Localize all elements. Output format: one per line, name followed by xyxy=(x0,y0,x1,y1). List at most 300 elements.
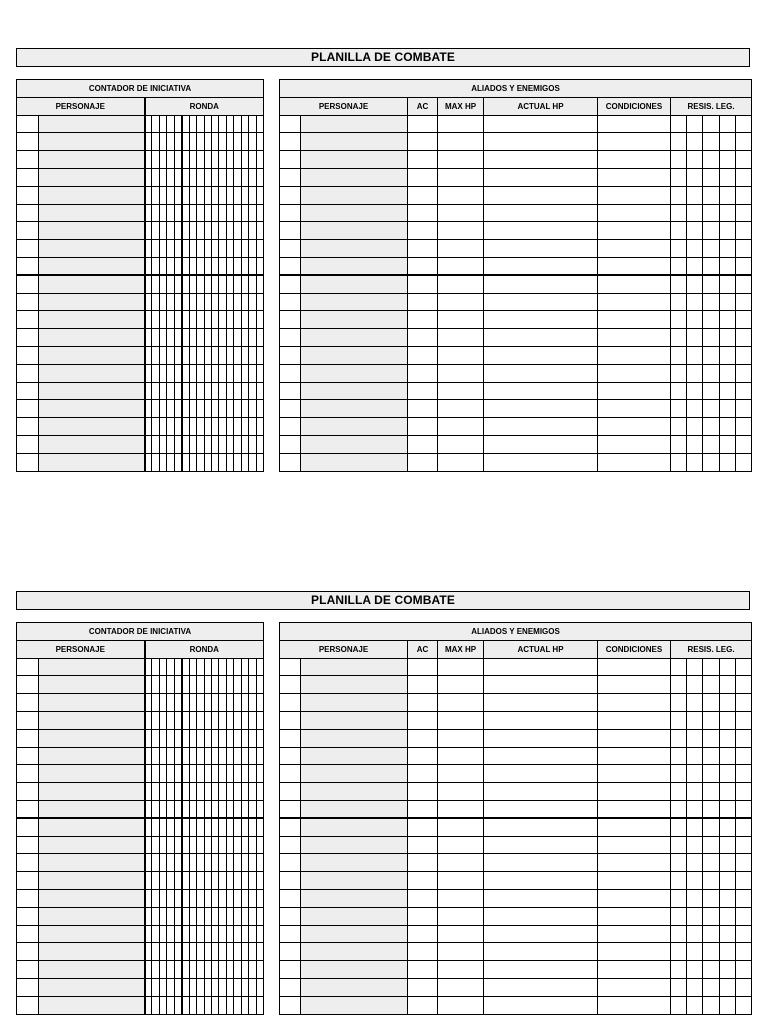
legendary-resistance-cell[interactable] xyxy=(703,765,720,783)
legendary-resistance-cell[interactable] xyxy=(736,257,752,275)
initiative-character-cell[interactable] xyxy=(39,765,145,783)
round-check-cell[interactable] xyxy=(167,996,174,1014)
round-check-cell[interactable] xyxy=(219,978,226,996)
round-check-cell[interactable] xyxy=(174,257,181,275)
allies-character-cell[interactable] xyxy=(301,783,408,801)
legendary-resistance-cell[interactable] xyxy=(687,854,703,872)
legendary-resistance-cell[interactable] xyxy=(687,729,703,747)
initiative-character-cell[interactable] xyxy=(39,204,145,222)
round-check-cell[interactable] xyxy=(197,747,204,765)
round-check-cell[interactable] xyxy=(249,978,256,996)
allies-ac-cell[interactable] xyxy=(408,961,438,979)
allies-max-hp-cell[interactable] xyxy=(438,115,484,133)
allies-index-cell[interactable] xyxy=(280,765,301,783)
legendary-resistance-cell[interactable] xyxy=(671,907,687,925)
round-check-cell[interactable] xyxy=(189,961,196,979)
allies-ac-cell[interactable] xyxy=(408,676,438,694)
round-check-cell[interactable] xyxy=(234,711,241,729)
round-check-cell[interactable] xyxy=(234,978,241,996)
initiative-character-cell[interactable] xyxy=(39,257,145,275)
round-check-cell[interactable] xyxy=(189,186,196,204)
legendary-resistance-cell[interactable] xyxy=(671,115,687,133)
round-check-cell[interactable] xyxy=(197,275,204,293)
initiative-character-cell[interactable] xyxy=(39,818,145,836)
round-check-cell[interactable] xyxy=(145,747,152,765)
legendary-resistance-cell[interactable] xyxy=(703,364,720,382)
round-check-cell[interactable] xyxy=(145,872,152,890)
round-check-cell[interactable] xyxy=(204,711,211,729)
round-check-cell[interactable] xyxy=(226,257,233,275)
allies-conditions-cell[interactable] xyxy=(598,346,671,364)
round-check-cell[interactable] xyxy=(204,204,211,222)
allies-conditions-cell[interactable] xyxy=(598,889,671,907)
round-check-cell[interactable] xyxy=(234,818,241,836)
legendary-resistance-cell[interactable] xyxy=(736,346,752,364)
legendary-resistance-cell[interactable] xyxy=(720,836,736,854)
round-check-cell[interactable] xyxy=(167,204,174,222)
allies-character-cell[interactable] xyxy=(301,765,408,783)
legendary-resistance-cell[interactable] xyxy=(671,925,687,943)
legendary-resistance-cell[interactable] xyxy=(720,311,736,329)
legendary-resistance-cell[interactable] xyxy=(736,186,752,204)
legendary-resistance-cell[interactable] xyxy=(671,364,687,382)
initiative-order-cell[interactable] xyxy=(17,346,39,364)
round-check-cell[interactable] xyxy=(159,907,166,925)
legendary-resistance-cell[interactable] xyxy=(720,818,736,836)
round-check-cell[interactable] xyxy=(241,186,248,204)
legendary-resistance-cell[interactable] xyxy=(736,836,752,854)
allies-conditions-cell[interactable] xyxy=(598,168,671,186)
round-check-cell[interactable] xyxy=(219,168,226,186)
round-check-cell[interactable] xyxy=(249,872,256,890)
round-check-cell[interactable] xyxy=(182,133,189,151)
allies-max-hp-cell[interactable] xyxy=(438,818,484,836)
round-check-cell[interactable] xyxy=(226,943,233,961)
round-check-cell[interactable] xyxy=(167,658,174,676)
legendary-resistance-cell[interactable] xyxy=(703,222,720,240)
legendary-resistance-cell[interactable] xyxy=(736,925,752,943)
allies-character-cell[interactable] xyxy=(301,889,408,907)
round-check-cell[interactable] xyxy=(234,907,241,925)
round-check-cell[interactable] xyxy=(249,382,256,400)
legendary-resistance-cell[interactable] xyxy=(736,364,752,382)
allies-index-cell[interactable] xyxy=(280,311,301,329)
allies-ac-cell[interactable] xyxy=(408,694,438,712)
round-check-cell[interactable] xyxy=(204,854,211,872)
initiative-order-cell[interactable] xyxy=(17,151,39,169)
legendary-resistance-cell[interactable] xyxy=(720,151,736,169)
round-check-cell[interactable] xyxy=(182,329,189,347)
round-check-cell[interactable] xyxy=(167,765,174,783)
round-check-cell[interactable] xyxy=(241,364,248,382)
round-check-cell[interactable] xyxy=(159,729,166,747)
round-check-cell[interactable] xyxy=(241,943,248,961)
initiative-character-cell[interactable] xyxy=(39,961,145,979)
round-check-cell[interactable] xyxy=(211,854,218,872)
allies-conditions-cell[interactable] xyxy=(598,765,671,783)
allies-index-cell[interactable] xyxy=(280,783,301,801)
allies-character-cell[interactable] xyxy=(301,729,408,747)
round-check-cell[interactable] xyxy=(152,978,159,996)
round-check-cell[interactable] xyxy=(167,711,174,729)
allies-conditions-cell[interactable] xyxy=(598,943,671,961)
round-check-cell[interactable] xyxy=(256,978,263,996)
round-check-cell[interactable] xyxy=(145,133,152,151)
round-check-cell[interactable] xyxy=(174,711,181,729)
round-check-cell[interactable] xyxy=(189,765,196,783)
round-check-cell[interactable] xyxy=(145,658,152,676)
legendary-resistance-cell[interactable] xyxy=(736,222,752,240)
legendary-resistance-cell[interactable] xyxy=(736,872,752,890)
round-check-cell[interactable] xyxy=(241,382,248,400)
allies-character-cell[interactable] xyxy=(301,168,408,186)
round-check-cell[interactable] xyxy=(241,275,248,293)
round-check-cell[interactable] xyxy=(219,329,226,347)
allies-conditions-cell[interactable] xyxy=(598,364,671,382)
round-check-cell[interactable] xyxy=(182,186,189,204)
round-check-cell[interactable] xyxy=(152,204,159,222)
allies-character-cell[interactable] xyxy=(301,676,408,694)
round-check-cell[interactable] xyxy=(211,275,218,293)
round-check-cell[interactable] xyxy=(167,907,174,925)
round-check-cell[interactable] xyxy=(159,694,166,712)
round-check-cell[interactable] xyxy=(159,765,166,783)
round-check-cell[interactable] xyxy=(159,943,166,961)
legendary-resistance-cell[interactable] xyxy=(671,382,687,400)
round-check-cell[interactable] xyxy=(145,418,152,436)
round-check-cell[interactable] xyxy=(159,658,166,676)
round-check-cell[interactable] xyxy=(226,435,233,453)
round-check-cell[interactable] xyxy=(256,435,263,453)
round-check-cell[interactable] xyxy=(211,204,218,222)
round-check-cell[interactable] xyxy=(174,800,181,818)
allies-ac-cell[interactable] xyxy=(408,311,438,329)
allies-ac-cell[interactable] xyxy=(408,818,438,836)
round-check-cell[interactable] xyxy=(182,711,189,729)
legendary-resistance-cell[interactable] xyxy=(687,364,703,382)
round-check-cell[interactable] xyxy=(219,800,226,818)
round-check-cell[interactable] xyxy=(167,729,174,747)
round-check-cell[interactable] xyxy=(234,943,241,961)
round-check-cell[interactable] xyxy=(189,418,196,436)
round-check-cell[interactable] xyxy=(182,961,189,979)
round-check-cell[interactable] xyxy=(219,711,226,729)
legendary-resistance-cell[interactable] xyxy=(720,364,736,382)
round-check-cell[interactable] xyxy=(204,364,211,382)
legendary-resistance-cell[interactable] xyxy=(703,418,720,436)
allies-character-cell[interactable] xyxy=(301,222,408,240)
allies-character-cell[interactable] xyxy=(301,658,408,676)
round-check-cell[interactable] xyxy=(226,996,233,1014)
legendary-resistance-cell[interactable] xyxy=(687,204,703,222)
initiative-order-cell[interactable] xyxy=(17,240,39,258)
round-check-cell[interactable] xyxy=(174,783,181,801)
round-check-cell[interactable] xyxy=(152,151,159,169)
legendary-resistance-cell[interactable] xyxy=(703,257,720,275)
allies-ac-cell[interactable] xyxy=(408,800,438,818)
allies-conditions-cell[interactable] xyxy=(598,186,671,204)
round-check-cell[interactable] xyxy=(189,800,196,818)
allies-actual-hp-cell[interactable] xyxy=(484,435,598,453)
round-check-cell[interactable] xyxy=(226,115,233,133)
allies-actual-hp-cell[interactable] xyxy=(484,800,598,818)
allies-conditions-cell[interactable] xyxy=(598,907,671,925)
round-check-cell[interactable] xyxy=(159,453,166,471)
round-check-cell[interactable] xyxy=(159,329,166,347)
round-check-cell[interactable] xyxy=(152,872,159,890)
initiative-order-cell[interactable] xyxy=(17,961,39,979)
round-check-cell[interactable] xyxy=(145,889,152,907)
round-check-cell[interactable] xyxy=(189,151,196,169)
legendary-resistance-cell[interactable] xyxy=(720,293,736,311)
round-check-cell[interactable] xyxy=(167,676,174,694)
round-check-cell[interactable] xyxy=(145,400,152,418)
round-check-cell[interactable] xyxy=(167,435,174,453)
allies-character-cell[interactable] xyxy=(301,364,408,382)
allies-index-cell[interactable] xyxy=(280,382,301,400)
round-check-cell[interactable] xyxy=(226,783,233,801)
legendary-resistance-cell[interactable] xyxy=(736,907,752,925)
round-check-cell[interactable] xyxy=(152,765,159,783)
allies-actual-hp-cell[interactable] xyxy=(484,978,598,996)
legendary-resistance-cell[interactable] xyxy=(720,346,736,364)
round-check-cell[interactable] xyxy=(167,400,174,418)
round-check-cell[interactable] xyxy=(189,346,196,364)
initiative-character-cell[interactable] xyxy=(39,346,145,364)
round-check-cell[interactable] xyxy=(159,854,166,872)
allies-max-hp-cell[interactable] xyxy=(438,133,484,151)
round-check-cell[interactable] xyxy=(189,400,196,418)
allies-character-cell[interactable] xyxy=(301,204,408,222)
legendary-resistance-cell[interactable] xyxy=(687,293,703,311)
round-check-cell[interactable] xyxy=(226,329,233,347)
round-check-cell[interactable] xyxy=(256,257,263,275)
allies-index-cell[interactable] xyxy=(280,872,301,890)
round-check-cell[interactable] xyxy=(152,293,159,311)
round-check-cell[interactable] xyxy=(249,240,256,258)
legendary-resistance-cell[interactable] xyxy=(736,765,752,783)
round-check-cell[interactable] xyxy=(234,186,241,204)
round-check-cell[interactable] xyxy=(226,400,233,418)
round-check-cell[interactable] xyxy=(182,800,189,818)
allies-conditions-cell[interactable] xyxy=(598,204,671,222)
round-check-cell[interactable] xyxy=(226,186,233,204)
round-check-cell[interactable] xyxy=(197,783,204,801)
round-check-cell[interactable] xyxy=(197,925,204,943)
round-check-cell[interactable] xyxy=(197,836,204,854)
legendary-resistance-cell[interactable] xyxy=(720,676,736,694)
initiative-character-cell[interactable] xyxy=(39,418,145,436)
round-check-cell[interactable] xyxy=(211,729,218,747)
legendary-resistance-cell[interactable] xyxy=(703,293,720,311)
round-check-cell[interactable] xyxy=(152,311,159,329)
initiative-order-cell[interactable] xyxy=(17,765,39,783)
round-check-cell[interactable] xyxy=(211,115,218,133)
allies-conditions-cell[interactable] xyxy=(598,329,671,347)
round-check-cell[interactable] xyxy=(159,978,166,996)
round-check-cell[interactable] xyxy=(152,257,159,275)
initiative-character-cell[interactable] xyxy=(39,329,145,347)
allies-max-hp-cell[interactable] xyxy=(438,943,484,961)
allies-max-hp-cell[interactable] xyxy=(438,382,484,400)
round-check-cell[interactable] xyxy=(204,400,211,418)
round-check-cell[interactable] xyxy=(182,240,189,258)
round-check-cell[interactable] xyxy=(234,222,241,240)
round-check-cell[interactable] xyxy=(234,382,241,400)
round-check-cell[interactable] xyxy=(145,222,152,240)
round-check-cell[interactable] xyxy=(174,765,181,783)
allies-ac-cell[interactable] xyxy=(408,658,438,676)
round-check-cell[interactable] xyxy=(256,747,263,765)
round-check-cell[interactable] xyxy=(182,872,189,890)
round-check-cell[interactable] xyxy=(234,925,241,943)
round-check-cell[interactable] xyxy=(152,943,159,961)
round-check-cell[interactable] xyxy=(174,854,181,872)
allies-conditions-cell[interactable] xyxy=(598,747,671,765)
legendary-resistance-cell[interactable] xyxy=(720,961,736,979)
allies-character-cell[interactable] xyxy=(301,115,408,133)
round-check-cell[interactable] xyxy=(211,658,218,676)
allies-index-cell[interactable] xyxy=(280,222,301,240)
allies-max-hp-cell[interactable] xyxy=(438,400,484,418)
legendary-resistance-cell[interactable] xyxy=(703,311,720,329)
round-check-cell[interactable] xyxy=(167,747,174,765)
round-check-cell[interactable] xyxy=(234,240,241,258)
round-check-cell[interactable] xyxy=(226,151,233,169)
legendary-resistance-cell[interactable] xyxy=(736,818,752,836)
initiative-order-cell[interactable] xyxy=(17,418,39,436)
legendary-resistance-cell[interactable] xyxy=(687,658,703,676)
legendary-resistance-cell[interactable] xyxy=(687,435,703,453)
round-check-cell[interactable] xyxy=(226,293,233,311)
round-check-cell[interactable] xyxy=(182,925,189,943)
allies-character-cell[interactable] xyxy=(301,943,408,961)
legendary-resistance-cell[interactable] xyxy=(671,747,687,765)
initiative-order-cell[interactable] xyxy=(17,907,39,925)
allies-ac-cell[interactable] xyxy=(408,907,438,925)
allies-ac-cell[interactable] xyxy=(408,204,438,222)
round-check-cell[interactable] xyxy=(241,872,248,890)
round-check-cell[interactable] xyxy=(226,311,233,329)
legendary-resistance-cell[interactable] xyxy=(703,453,720,471)
legendary-resistance-cell[interactable] xyxy=(687,925,703,943)
allies-actual-hp-cell[interactable] xyxy=(484,151,598,169)
allies-actual-hp-cell[interactable] xyxy=(484,872,598,890)
round-check-cell[interactable] xyxy=(226,382,233,400)
round-check-cell[interactable] xyxy=(226,346,233,364)
legendary-resistance-cell[interactable] xyxy=(671,257,687,275)
allies-index-cell[interactable] xyxy=(280,978,301,996)
round-check-cell[interactable] xyxy=(241,658,248,676)
allies-character-cell[interactable] xyxy=(301,418,408,436)
round-check-cell[interactable] xyxy=(189,978,196,996)
round-check-cell[interactable] xyxy=(226,836,233,854)
legendary-resistance-cell[interactable] xyxy=(687,978,703,996)
round-check-cell[interactable] xyxy=(197,907,204,925)
legendary-resistance-cell[interactable] xyxy=(720,204,736,222)
round-check-cell[interactable] xyxy=(211,943,218,961)
allies-conditions-cell[interactable] xyxy=(598,151,671,169)
round-check-cell[interactable] xyxy=(152,996,159,1014)
round-check-cell[interactable] xyxy=(204,293,211,311)
round-check-cell[interactable] xyxy=(182,694,189,712)
round-check-cell[interactable] xyxy=(159,346,166,364)
allies-character-cell[interactable] xyxy=(301,978,408,996)
allies-actual-hp-cell[interactable] xyxy=(484,747,598,765)
round-check-cell[interactable] xyxy=(145,765,152,783)
round-check-cell[interactable] xyxy=(197,729,204,747)
round-check-cell[interactable] xyxy=(159,435,166,453)
legendary-resistance-cell[interactable] xyxy=(671,711,687,729)
round-check-cell[interactable] xyxy=(182,747,189,765)
round-check-cell[interactable] xyxy=(204,783,211,801)
initiative-character-cell[interactable] xyxy=(39,800,145,818)
legendary-resistance-cell[interactable] xyxy=(671,818,687,836)
round-check-cell[interactable] xyxy=(174,676,181,694)
legendary-resistance-cell[interactable] xyxy=(671,978,687,996)
round-check-cell[interactable] xyxy=(145,729,152,747)
round-check-cell[interactable] xyxy=(197,418,204,436)
round-check-cell[interactable] xyxy=(249,418,256,436)
allies-max-hp-cell[interactable] xyxy=(438,676,484,694)
legendary-resistance-cell[interactable] xyxy=(720,240,736,258)
allies-max-hp-cell[interactable] xyxy=(438,854,484,872)
legendary-resistance-cell[interactable] xyxy=(671,872,687,890)
allies-character-cell[interactable] xyxy=(301,907,408,925)
round-check-cell[interactable] xyxy=(219,293,226,311)
legendary-resistance-cell[interactable] xyxy=(720,729,736,747)
allies-max-hp-cell[interactable] xyxy=(438,435,484,453)
round-check-cell[interactable] xyxy=(145,329,152,347)
allies-max-hp-cell[interactable] xyxy=(438,889,484,907)
round-check-cell[interactable] xyxy=(226,658,233,676)
initiative-character-cell[interactable] xyxy=(39,854,145,872)
round-check-cell[interactable] xyxy=(152,658,159,676)
round-check-cell[interactable] xyxy=(174,943,181,961)
legendary-resistance-cell[interactable] xyxy=(671,435,687,453)
allies-index-cell[interactable] xyxy=(280,168,301,186)
round-check-cell[interactable] xyxy=(182,453,189,471)
round-check-cell[interactable] xyxy=(204,151,211,169)
round-check-cell[interactable] xyxy=(226,747,233,765)
round-check-cell[interactable] xyxy=(226,133,233,151)
allies-max-hp-cell[interactable] xyxy=(438,204,484,222)
allies-ac-cell[interactable] xyxy=(408,889,438,907)
round-check-cell[interactable] xyxy=(145,186,152,204)
legendary-resistance-cell[interactable] xyxy=(736,996,752,1014)
initiative-order-cell[interactable] xyxy=(17,257,39,275)
allies-index-cell[interactable] xyxy=(280,943,301,961)
round-check-cell[interactable] xyxy=(182,889,189,907)
round-check-cell[interactable] xyxy=(189,943,196,961)
round-check-cell[interactable] xyxy=(204,996,211,1014)
round-check-cell[interactable] xyxy=(197,168,204,186)
round-check-cell[interactable] xyxy=(152,925,159,943)
round-check-cell[interactable] xyxy=(211,435,218,453)
round-check-cell[interactable] xyxy=(204,818,211,836)
allies-conditions-cell[interactable] xyxy=(598,854,671,872)
round-check-cell[interactable] xyxy=(204,978,211,996)
allies-character-cell[interactable] xyxy=(301,382,408,400)
round-check-cell[interactable] xyxy=(167,186,174,204)
round-check-cell[interactable] xyxy=(174,382,181,400)
allies-index-cell[interactable] xyxy=(280,854,301,872)
legendary-resistance-cell[interactable] xyxy=(671,765,687,783)
legendary-resistance-cell[interactable] xyxy=(720,382,736,400)
round-check-cell[interactable] xyxy=(145,996,152,1014)
round-check-cell[interactable] xyxy=(167,961,174,979)
legendary-resistance-cell[interactable] xyxy=(736,329,752,347)
